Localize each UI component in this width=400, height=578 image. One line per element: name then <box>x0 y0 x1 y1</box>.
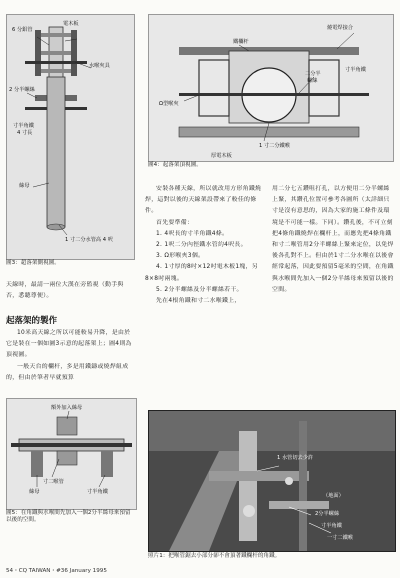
fig3-caption: 圖3：超落架側視圖。 <box>6 260 60 266</box>
fig3-label-board: 電木板 <box>63 21 79 27</box>
col2-body <box>145 184 265 307</box>
col2-item-3: 3. Ω形喉夾3個。 <box>156 253 205 260</box>
col1-intro <box>6 280 134 302</box>
figure-4-top-view <box>148 14 394 162</box>
fig5-label-angle: 寸半角鐵 <box>87 489 108 495</box>
col1-paragraph-1: 10米高天線之所以可能較易升降，是由於它是裝在一個如圖3示意的起落架上；圖4則為頂視圖。 <box>6 330 132 359</box>
figure-3-side-view <box>6 14 135 260</box>
fig3-label-rod: 寸半角鐵 <box>13 123 34 129</box>
photo1-label-bolt: 2分半螺絲 <box>315 511 340 517</box>
photo1-caption: 照片1：把喉管鋸去小部分卻不會頂著鐵欄杆的角鐵。 <box>148 553 281 559</box>
fig4-label-bolt2: 螺絲 <box>307 78 318 84</box>
fig4-label-clamp: Ω型喉夾 <box>159 101 179 107</box>
fig5-label-extra-nut: 額外加入絲母 <box>51 405 83 411</box>
fig3-label-pipe: 6 分鋁管 <box>12 27 33 33</box>
fig4-caption: 圖4：起落架頂視圖。 <box>148 162 202 168</box>
fig4-label-bolt: 二分半 <box>305 71 321 77</box>
fig4-label-rail: 鐵欄杆 <box>233 39 249 45</box>
fig3-label-base: 1 寸二分水管高 4 呎 <box>65 237 113 243</box>
col2-item-1: 1. 4呎長的寸半角鐵4條。 <box>156 230 229 237</box>
photo-1 <box>148 410 396 552</box>
photo1-label-angle: 寸半角鐵 <box>321 523 342 529</box>
figure-3-drawing <box>7 15 134 259</box>
fig4-label-pipe: 1 寸二分鐵喉 <box>259 143 290 149</box>
col1-body <box>6 328 134 384</box>
fig4-label-board: 厚電木板 <box>211 153 232 159</box>
photo1-label-ground: （地面） <box>323 493 344 499</box>
photo1-label-pipe2: 一寸二鐵喉 <box>327 535 353 541</box>
col2-item-4: 4. 1寸厚的8吋×12吋電木板1塊，另8×8吋兩塊。 <box>145 264 258 282</box>
col1-intro-text: 天線時，最請一兩位大漢在旁監視（動手與否，悉聽尊便）。 <box>6 282 124 300</box>
col1-paragraph-2: 一般天台的欄杆，多是用鐵鑄或燒焊組成的，但由於筆者早就預算 <box>6 363 129 381</box>
photo1-label-pipe: 1 水管切去少許 <box>277 455 314 461</box>
col3-paragraph-1: 用二分七五鑽咀打孔，以方便用二分半螺絲上緊，其鑽孔位置可參考各圖所（太詳細只寸是沒有意思的，因為大家的施工條件及環境是不可能一樣。下同）。鑽孔後，不可立刻把4條角鐵燒焊在欄杆上，而應先把4條角鐵和寸二喉管用2分半螺絲上緊來定位，以免焊後各孔對不上。但由於1寸二分水喉在以後會經常起落，因此要預留5毫米的空間，在角鐵與水喉間先加入一個2分半絲母來預留以後的空間。 <box>272 186 394 293</box>
section-heading: 起落架的製作 <box>6 316 58 326</box>
fig4-label-weld: 燒電焊接合 <box>327 25 353 31</box>
fig4-label-angle: 寸半角鐵 <box>345 67 366 73</box>
fig5-label-pipe: 寸二喉管 <box>43 479 64 485</box>
col2-paragraph-2: 首先要準備： <box>156 219 194 226</box>
fig3-label-clamp: 水喉夾具 <box>89 63 110 69</box>
col2-item-2: 2. 1呎二分內徑鐵水管約4呎長。 <box>156 242 247 249</box>
fig3-label-bolt: 2 分半螺絲 <box>9 87 35 93</box>
figure-5-detail <box>6 398 137 510</box>
figure-4-drawing <box>149 15 393 161</box>
col2-paragraph-3: 先在4根角鐵和寸二水喉鐵上， <box>156 298 241 305</box>
fig5-caption: 圖5：在角鐵與水喉間先加入一個2分半絲母來預留以後的空間。 <box>6 510 131 523</box>
fig3-label-nut: 絲母 <box>19 183 30 189</box>
col2-item-5: 5. 2分半螺絲及分半螺絲若干。 <box>156 286 243 293</box>
fig3-label-rod2: 4 寸長 <box>17 130 33 136</box>
photo-1-image <box>149 411 395 551</box>
col2-paragraph-1: 安裝各種天線，所以就改用方形角鐵燒焊，這對以後的天線架設帶來了較佳的條件。 <box>145 186 262 215</box>
page-footer: 54・CQ TAIWAN・#36 January 1995 <box>6 568 107 574</box>
col3-body <box>272 184 394 296</box>
fig5-label-nut: 絲母 <box>29 489 40 495</box>
figure-5-drawing <box>7 399 136 509</box>
